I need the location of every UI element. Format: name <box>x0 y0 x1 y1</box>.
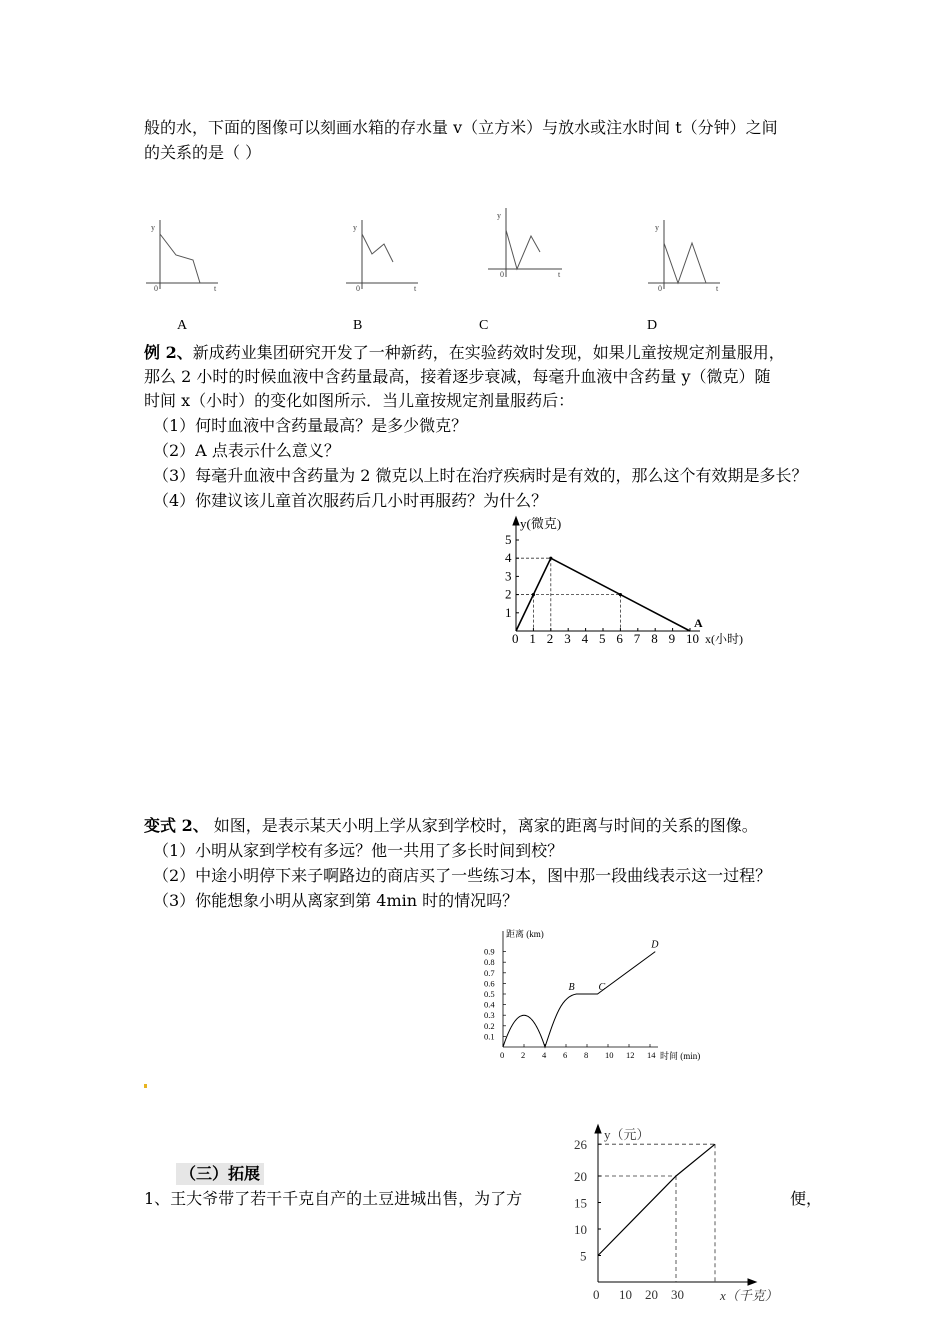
mini-graph-c-curve <box>506 230 540 269</box>
c1-data-point <box>549 557 552 560</box>
c3-y-tick-label: 15 <box>574 1195 587 1211</box>
extension-line-end: 便， <box>790 1189 823 1208</box>
c3-x-tick-label: 30 <box>671 1287 684 1302</box>
c1-point-a-label: A <box>694 616 703 630</box>
c2-x-tick-label: 14 <box>647 1050 656 1060</box>
c3-x-tick-label: 20 <box>645 1287 658 1302</box>
variant2-q2: （2）中途小明停下来子啊路边的商店买了一些练习本，图中那一段曲线表示这一过程？ <box>153 866 772 885</box>
c3-x-arrow <box>748 1279 756 1285</box>
c2-y-tick-label: 0.1 <box>484 1031 495 1042</box>
c1-x-tick-label: 6 <box>616 631 623 646</box>
c2-x-tick-label: 2 <box>521 1050 526 1060</box>
mini-graph-c-t: t <box>558 270 561 279</box>
mini-graph-b-y: y <box>353 223 357 232</box>
c2-x-tick-label: 6 <box>563 1050 568 1060</box>
mini-graph-d-zero: 0 <box>658 284 662 293</box>
c2-y-tick-label: 0.6 <box>484 978 495 989</box>
c2-y-tick-label: 0.2 <box>484 1020 495 1031</box>
c1-x-tick-label: 7 <box>633 631 641 646</box>
example2-text-1: 新成药业集团研究开发了一种新药，在实验药效时发现，如果儿童按规定剂量服用， <box>192 343 785 362</box>
c2-y-tick-label: 0.5 <box>484 989 495 999</box>
c2-series-line <box>503 952 655 1047</box>
mini-graph-b-t: t <box>414 284 417 293</box>
c1-x-tick-label: 3 <box>564 631 571 646</box>
c1-x-label: x(小时) <box>705 632 743 646</box>
c1-y-tick-label: 3 <box>505 568 512 584</box>
extension-title: （三）拓展 <box>176 1163 264 1185</box>
c3-y-arrow <box>595 1125 601 1133</box>
option-c-label: C <box>479 318 489 333</box>
example2-line-2: 那么 2 小时的时候血液中含药量最高，接着逐步衰减，每毫升血液中含药量 y（微克）随 <box>144 367 771 386</box>
c1-data-point <box>532 593 535 596</box>
variant2-q1: （1）小明从家到学校有多远？他一共用了多长时间到校？ <box>153 841 564 860</box>
c1-y-tick-label: 1 <box>505 604 512 620</box>
mini-graph-a-y: y <box>151 223 155 232</box>
c1-x-tick-label: 1 <box>529 631 536 646</box>
variant2-text: 如图，是表示某天小明上学从家到学校时，离家的距离与时间的关系的图像。 <box>208 816 758 835</box>
c1-x-tick-label: 4 <box>581 631 589 646</box>
mini-graph-d <box>648 220 720 293</box>
extension-line-start: 1、王大爷带了若干千克自产的土豆进城出售，为了方 <box>144 1189 523 1208</box>
mini-graph-a-curve <box>160 234 200 283</box>
mini-graph-d-y: y <box>655 223 659 232</box>
mini-graph-a-zero: 0 <box>154 284 158 293</box>
c3-y-tick-label: 10 <box>574 1222 587 1237</box>
c2-x-tick-label: 12 <box>626 1050 635 1060</box>
c2-y-tick-label: 0.7 <box>484 967 495 978</box>
variant2-q3: （3）你能想象小明从离家到第 4min 时的情况吗？ <box>153 891 519 910</box>
c2-point-label: D <box>651 939 659 951</box>
c2-x-tick-label: 10 <box>605 1050 614 1060</box>
option-b-label: B <box>353 318 363 333</box>
bullet-dot <box>144 1084 147 1088</box>
intro-line-2: 的关系的是（ ） <box>144 143 262 162</box>
c2-y-label: 距离 (km) <box>506 929 544 939</box>
drug-concentration-chart <box>500 515 800 655</box>
variant2-heading: 变式 2、 <box>144 816 209 835</box>
mini-graph-a-t: t <box>214 284 217 293</box>
mini-graph-c-y: y <box>497 211 501 220</box>
intro-line-1: 般的水，下面的图像可以刻画水箱的存水量 v（立方米）与放水或注水时间 t（分钟）之间 <box>144 118 778 137</box>
c2-x-tick-label: 8 <box>584 1050 589 1060</box>
mini-graph-b <box>346 220 418 293</box>
c2-y-tick-label: 0.9 <box>484 946 495 957</box>
variant2-line-1 <box>144 815 758 837</box>
c3-y-tick-label: 20 <box>574 1169 587 1184</box>
option-a-label: A <box>177 318 188 333</box>
c3-x-label: x（千克） <box>720 1288 778 1303</box>
example2-q1: （1）何时血液中含药量最高？是多少微克？ <box>153 416 468 435</box>
option-d-label: D <box>647 318 658 333</box>
c2-point-label: C <box>598 982 606 993</box>
c1-x-tick-label: 0 <box>512 631 519 646</box>
price-weight-chart <box>568 1122 788 1308</box>
c1-y-tick-label: 5 <box>505 532 512 547</box>
example2-line-3: 时间 x（小时）的变化如图所示．当儿童按规定剂量服药后： <box>144 391 575 410</box>
mini-graphs <box>0 205 950 325</box>
example2-q2: （2）A 点表示什么意义？ <box>153 441 340 460</box>
example2-line-1 <box>144 342 785 364</box>
c2-x-tick-label: 4 <box>542 1050 547 1060</box>
c3-x-tick-label: 10 <box>619 1287 632 1302</box>
distance-time-chart <box>480 925 740 1070</box>
c1-y-arrow <box>513 517 519 525</box>
example2-q4: （4）你建议该儿童首次服药后几小时再服药？为什么？ <box>153 491 548 510</box>
c2-y-tick-label: 0.3 <box>484 1010 495 1021</box>
c3-y-label: y（元） <box>604 1127 650 1142</box>
c1-y-tick-label: 4 <box>505 550 512 566</box>
c1-x-tick-label: 5 <box>599 631 606 646</box>
mini-graph-b-zero: 0 <box>356 284 360 293</box>
mini-graph-a <box>146 220 218 293</box>
mini-graph-c <box>488 208 562 279</box>
c3-series-line <box>598 1144 715 1255</box>
c3-y-tick-label: 5 <box>580 1248 587 1264</box>
c2-y-tick-label: 0.8 <box>484 957 495 968</box>
c1-y-tick-label: 2 <box>505 586 512 602</box>
example2-heading: 例 2、 <box>144 343 193 362</box>
c1-x-tick-label: 10 <box>686 631 699 646</box>
example2-q3: （3）每毫升血液中含药量为 2 微克以上时在治疗疾病时是有效的，那么这个有效期是多长？ <box>153 466 808 485</box>
c1-x-tick-label: 9 <box>668 631 676 646</box>
c2-x-label: 时间 (min) <box>660 1051 701 1061</box>
c1-x-tick-label: 8 <box>651 631 658 646</box>
c2-y-tick-label: 0.4 <box>484 999 495 1010</box>
c1-x-tick-label: 2 <box>546 631 554 646</box>
c1-y-label: y(微克) <box>520 516 562 531</box>
mini-graph-b-curve <box>362 234 393 262</box>
c2-point-label: B <box>568 982 575 993</box>
c3-x-tick-label: 0 <box>593 1287 600 1302</box>
c1-data-point <box>619 593 622 596</box>
mini-graph-d-curve <box>664 243 706 283</box>
c3-y-tick-label: 26 <box>574 1137 587 1153</box>
mini-graph-d-t: t <box>716 284 719 293</box>
mini-graph-c-zero: 0 <box>500 270 504 279</box>
c2-x-tick-label: 0 <box>500 1050 505 1060</box>
